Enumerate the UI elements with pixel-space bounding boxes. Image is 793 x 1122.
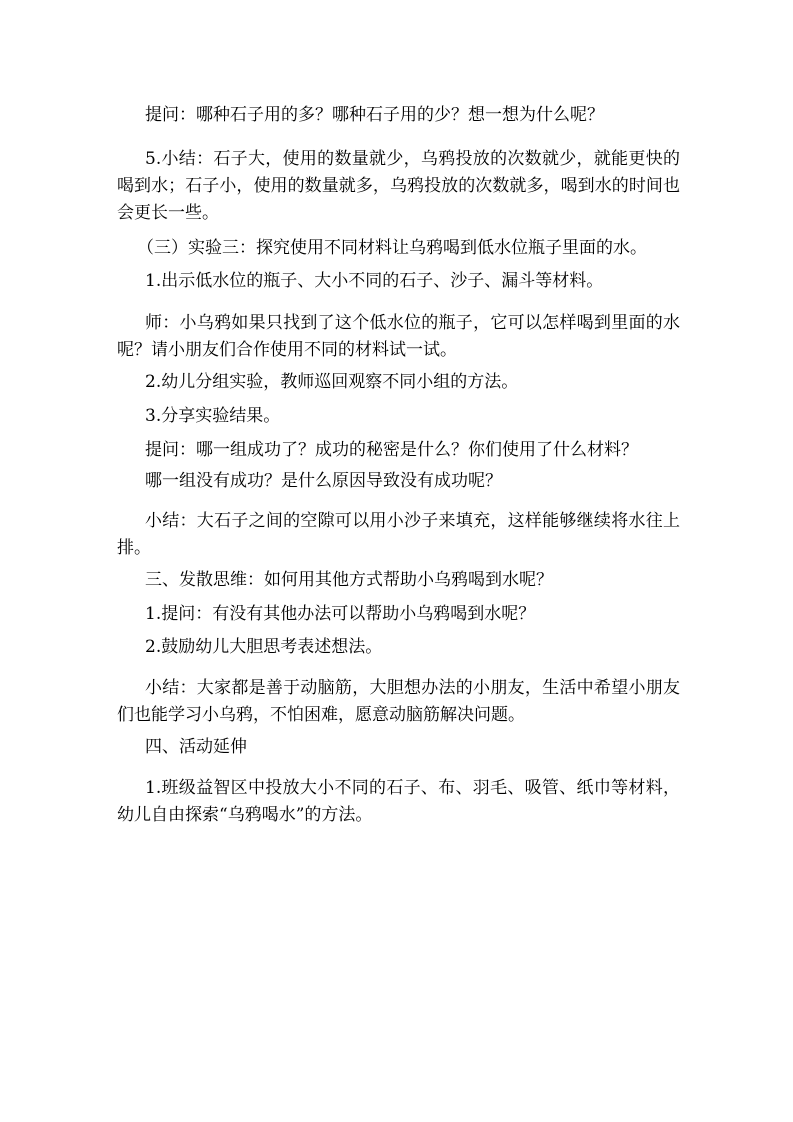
paragraph-summary-sand: 小结：大石子之间的空隙可以用小沙子来填充，这样能够继续将水往上排。 [117, 511, 680, 558]
paragraph-extension-1: 1.班级益智区中投放大小不同的石子、布、羽毛、吸管、纸巾等材料，幼儿自由探索“乌鸦喝水”的方法。 [117, 778, 680, 825]
paragraph-summary-conclusion: 小结：大家都是善于动脑筋，大胆想办法的小朋友，生活中希望小朋友们也能学习小乌鸦，不怕困难，愿意动脑筋解决问题。 [117, 678, 680, 725]
paragraph-step-3-share: 3.分享实验结果。 [145, 406, 281, 426]
paragraph-question-failure: 哪一组没有成功？是什么原因导致没有成功呢？ [145, 471, 502, 491]
paragraph-teacher-prompt: 师：小乌鸦如果只找到了这个低水位的瓶子，它可以怎样喝到里面的水呢？请小朋友们合作使用不同的材料试一试。 [117, 313, 680, 360]
paragraph-section-4-heading: 四、活动延伸 [145, 737, 247, 757]
paragraph-section-3-step-2: 2.鼓励幼儿大胆思考表述想法。 [145, 637, 383, 657]
paragraph-step-2-group: 2.幼儿分组实验，教师巡回观察不同小组的方法。 [145, 372, 519, 392]
paragraph-section-3-heading: 三、发散思维：如何用其他方式帮助小乌鸦喝到水呢？ [145, 570, 553, 590]
paragraph-question-success: 提问：哪一组成功了？成功的秘密是什么？你们使用了什么材料？ [145, 440, 638, 460]
paragraph-step-1-materials: 1.出示低水位的瓶子、大小不同的石子、沙子、漏斗等材料。 [145, 271, 604, 291]
paragraph-summary-5: 5.小结：石子大，使用的数量就少，乌鸦投放的次数就少，就能更快的喝到水；石子小，使用的数量就多，乌鸦投放的次数就多，喝到水的时间也会更长一些。 [117, 149, 680, 223]
paragraph-section-3-step-1: 1.提问：有没有其他办法可以帮助小乌鸦喝到水呢？ [145, 604, 536, 624]
paragraph-question-stones: 提问：哪种石子用的多？哪种石子用的少？想一想为什么呢？ [145, 105, 604, 125]
paragraph-experiment-3-heading: （三）实验三：探究使用不同材料让乌鸦喝到低水位瓶子里面的水。 [137, 238, 647, 258]
